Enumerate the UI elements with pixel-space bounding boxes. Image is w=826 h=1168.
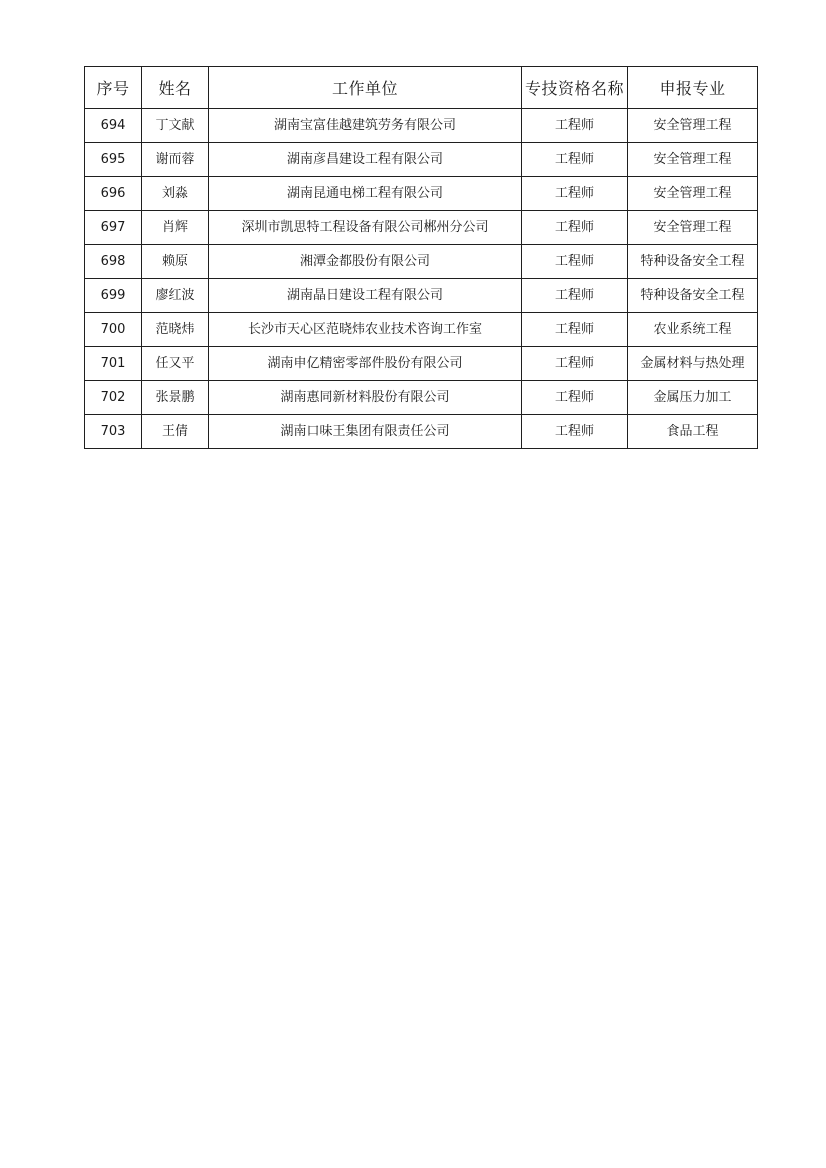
- cell-serial-number: 696: [85, 177, 142, 211]
- cell-work-unit: 湖南彦昌建设工程有限公司: [209, 143, 522, 177]
- cell-serial-number: 694: [85, 109, 142, 143]
- header-name: 姓名: [142, 67, 209, 109]
- cell-name: 谢而蓉: [142, 143, 209, 177]
- cell-name: 任又平: [142, 347, 209, 381]
- cell-qualification-title: 工程师: [522, 279, 628, 313]
- header-work-unit: 工作单位: [209, 67, 522, 109]
- cell-work-unit: 深圳市凯思特工程设备有限公司郴州分公司: [209, 211, 522, 245]
- cell-name: 廖红波: [142, 279, 209, 313]
- cell-serial-number: 695: [85, 143, 142, 177]
- table-row: [85, 177, 758, 211]
- cell-qualification-title: 工程师: [522, 415, 628, 449]
- cell-applied-major: 金属材料与热处理: [628, 347, 758, 381]
- cell-applied-major: 安全管理工程: [628, 143, 758, 177]
- cell-name: 丁文献: [142, 109, 209, 143]
- cell-name: 张景鹏: [142, 381, 209, 415]
- cell-name: 范晓炜: [142, 313, 209, 347]
- cell-applied-major: 食品工程: [628, 415, 758, 449]
- cell-name: 赖原: [142, 245, 209, 279]
- qualification-table: [84, 66, 758, 449]
- cell-name: 肖辉: [142, 211, 209, 245]
- cell-work-unit: 长沙市天心区范晓炜农业技术咨询工作室: [209, 313, 522, 347]
- cell-qualification-title: 工程师: [522, 313, 628, 347]
- cell-applied-major: 安全管理工程: [628, 109, 758, 143]
- table-header-row: [85, 67, 758, 109]
- header-serial-number: 序号: [85, 67, 142, 109]
- cell-work-unit-text: 湖南申亿精密零部件股份有限公司: [267, 356, 463, 371]
- cell-serial-number: 702: [85, 381, 142, 415]
- cell-serial-number: 703: [85, 415, 142, 449]
- cell-name: 刘淼: [142, 177, 209, 211]
- cell-serial-number: 700: [85, 313, 142, 347]
- cell-work-unit: 湘潭金都股份有限公司: [209, 245, 522, 279]
- cell-work-unit: 湖南昆通电梯工程有限公司: [209, 177, 522, 211]
- cell-qualification-title: 工程师: [522, 177, 628, 211]
- cell-qualification-title: 工程师: [522, 347, 628, 381]
- cell-applied-major: 安全管理工程: [628, 177, 758, 211]
- cell-work-unit: 湖南晶日建设工程有限公司: [209, 279, 522, 313]
- cell-applied-major: 特种设备安全工程: [628, 245, 758, 279]
- header-qualification-title: 专技资格名称: [522, 67, 628, 109]
- cell-work-unit: 湖南宝富佳越建筑劳务有限公司: [209, 109, 522, 143]
- cell-qualification-title: 工程师: [522, 381, 628, 415]
- table-row: [85, 245, 758, 279]
- cell-qualification-title: 工程师: [522, 143, 628, 177]
- cell-serial-number: 698: [85, 245, 142, 279]
- table-row: [85, 143, 758, 177]
- table-row: [85, 211, 758, 245]
- cell-qualification-title: 工程师: [522, 211, 628, 245]
- table-row: [85, 313, 758, 347]
- cell-qualification-title: 工程师: [522, 245, 628, 279]
- header-applied-major: 申报专业: [628, 67, 758, 109]
- cell-work-unit: 湖南惠同新材料股份有限公司: [209, 381, 522, 415]
- table-row: [85, 347, 758, 381]
- cell-applied-major: 金属压力加工: [628, 381, 758, 415]
- cell-applied-major: 特种设备安全工程: [628, 279, 758, 313]
- cell-serial-number: 699: [85, 279, 142, 313]
- table-row: [85, 415, 758, 449]
- cell-work-unit: [209, 347, 522, 381]
- cell-qualification-title: 工程师: [522, 109, 628, 143]
- cell-work-unit: 湖南口味王集团有限责任公司: [209, 415, 522, 449]
- cell-applied-major: 安全管理工程: [628, 211, 758, 245]
- cell-serial-number: 701: [85, 347, 142, 381]
- table-row: [85, 381, 758, 415]
- cell-serial-number: 697: [85, 211, 142, 245]
- cell-applied-major: 农业系统工程: [628, 313, 758, 347]
- table-row: [85, 279, 758, 313]
- cell-name: 王倩: [142, 415, 209, 449]
- table-row: [85, 109, 758, 143]
